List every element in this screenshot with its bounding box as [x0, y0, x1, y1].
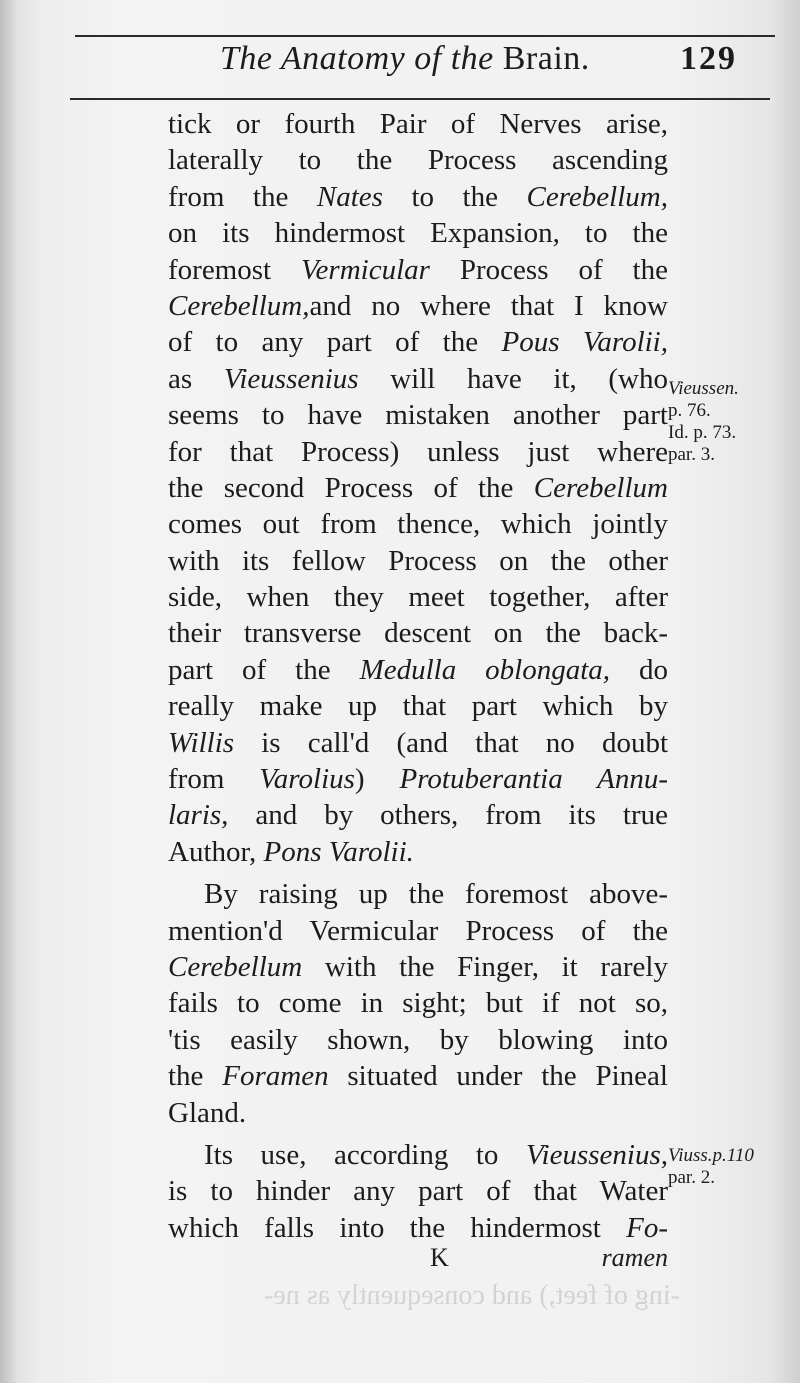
text-run: for that Process) unless just where	[168, 435, 668, 468]
body-text	[168, 106, 668, 1246]
text-line	[168, 834, 668, 870]
italic-text-run: Vieussenius,	[525, 1138, 668, 1171]
text-line	[168, 506, 668, 542]
italic-text-run: Vermicular	[301, 253, 430, 286]
text-line	[168, 1137, 668, 1173]
text-line	[168, 1022, 668, 1058]
text-line	[168, 215, 668, 251]
text-run: from the	[168, 180, 317, 213]
text-line	[168, 579, 668, 615]
text-line	[168, 1173, 668, 1209]
page-gutter-shadow	[0, 0, 18, 1383]
text-line	[168, 761, 668, 797]
text-run: with its fellow Process on the other	[168, 544, 668, 577]
text-run: By raising up the foremost above-	[204, 878, 668, 911]
signature-mark: K	[430, 1243, 449, 1272]
margin-note-line: par. 3.	[668, 444, 715, 465]
text-run: )	[354, 763, 400, 796]
text-line	[168, 913, 668, 949]
text-run: comes out from thence, which jointly	[168, 508, 668, 541]
text-run: which falls into the hindermost	[168, 1211, 627, 1244]
text-line	[168, 652, 668, 688]
text-line	[168, 361, 668, 397]
text-run: the	[168, 1060, 223, 1093]
text-line	[168, 985, 668, 1021]
text-line	[168, 797, 668, 833]
page-number: 129	[680, 40, 737, 77]
text-run: will have it, (who	[358, 362, 668, 395]
text-line	[168, 1095, 668, 1131]
text-run: laterally to the Process ascending	[168, 144, 668, 177]
text-line	[168, 470, 668, 506]
text-run: part of the	[168, 653, 360, 686]
text-run: Process of the	[429, 253, 668, 286]
text-run: of to any part of the	[168, 326, 502, 359]
text-line	[168, 615, 668, 651]
margin-note-viuss	[668, 1145, 798, 1189]
italic-text-run: Cerebellum,	[526, 180, 668, 213]
running-head-italic: The Anatomy of the	[220, 40, 494, 77]
header-rule-bottom	[70, 98, 770, 100]
text-run: from	[168, 763, 260, 796]
margin-note-line: Viuss.p.110	[668, 1145, 754, 1166]
text-run: foremost	[168, 253, 302, 286]
text-run: 'tis easily shown, by blowing into	[168, 1023, 668, 1056]
text-line	[168, 1058, 668, 1094]
text-run: to the	[382, 180, 527, 213]
text-line	[168, 949, 668, 985]
italic-text-run: Cerebellum	[533, 471, 668, 504]
text-run: and by others, from its true	[228, 799, 668, 832]
text-line	[168, 252, 668, 288]
text-run: side, when they meet together, after	[168, 581, 668, 614]
text-run: is to hinder any part of that Water	[168, 1175, 668, 1208]
margin-note-line: p. 76.	[668, 400, 711, 421]
italic-text-run: Cerebellum	[168, 950, 303, 983]
italic-text-run: Vieussenius	[223, 362, 359, 395]
text-run: Its use, according to	[204, 1138, 526, 1171]
italic-text-run: Pous Varolii,	[501, 326, 668, 359]
text-run: as	[168, 362, 224, 395]
text-line	[168, 179, 668, 215]
text-line	[168, 142, 668, 178]
text-run: Gland.	[168, 1096, 247, 1129]
running-head-upright: Brain.	[502, 40, 590, 77]
footer-catchwords	[168, 1240, 668, 1276]
running-head	[220, 40, 620, 78]
text-run: Author,	[168, 835, 264, 868]
text-line	[168, 397, 668, 433]
italic-text-run: Nates	[316, 180, 383, 213]
text-run: do	[610, 653, 669, 686]
text-run: is call'd (and that no doubt	[234, 726, 668, 759]
text-line	[168, 324, 668, 360]
italic-text-run: Cerebellum,	[168, 289, 310, 322]
text-run: fails to come in sight; but if not so,	[168, 987, 668, 1020]
text-run: and no where that I know	[309, 289, 668, 322]
italic-text-run: Pons Varolii.	[263, 835, 414, 868]
italic-text-run: Medulla oblongata,	[359, 653, 611, 686]
text-run: seems to have mistaken another part	[168, 399, 668, 432]
margin-note-line: Vieussen.	[668, 378, 739, 399]
text-run: mention'd Vermicular Process of the	[168, 914, 668, 947]
text-run: with the Finger, it rarely	[302, 950, 668, 983]
italic-text-run: Protuberantia Annu-	[399, 763, 668, 796]
text-line	[168, 288, 668, 324]
catchword: ramen	[601, 1243, 668, 1272]
text-run: tick or fourth Pair of Nerves arise,	[168, 108, 668, 140]
text-line	[168, 876, 668, 912]
text-line	[168, 434, 668, 470]
text-line	[168, 106, 668, 142]
text-line	[168, 725, 668, 761]
text-run: really make up that part which by	[168, 690, 668, 723]
text-line	[168, 543, 668, 579]
bleed-through-text: -ing of feet,) and consequently as ne-	[264, 1280, 680, 1311]
italic-text-run: laris,	[168, 799, 229, 832]
text-run: on its hindermost Expansion, to the	[168, 217, 668, 250]
italic-text-run: Varolius	[259, 763, 355, 796]
italic-text-run: Foramen	[222, 1060, 329, 1093]
margin-note-line: Id. p. 73.	[668, 422, 737, 443]
margin-note-vieussen	[668, 378, 798, 466]
text-run: the second Process of the	[168, 471, 534, 504]
italic-text-run: Fo-	[626, 1211, 668, 1244]
text-run: their transverse descent on the back-	[168, 617, 668, 650]
header-rule-top	[75, 35, 775, 37]
text-line	[168, 688, 668, 724]
margin-note-line: par. 2.	[668, 1167, 715, 1188]
text-run: situated under the Pineal	[328, 1060, 668, 1093]
italic-text-run: Willis	[168, 726, 235, 759]
